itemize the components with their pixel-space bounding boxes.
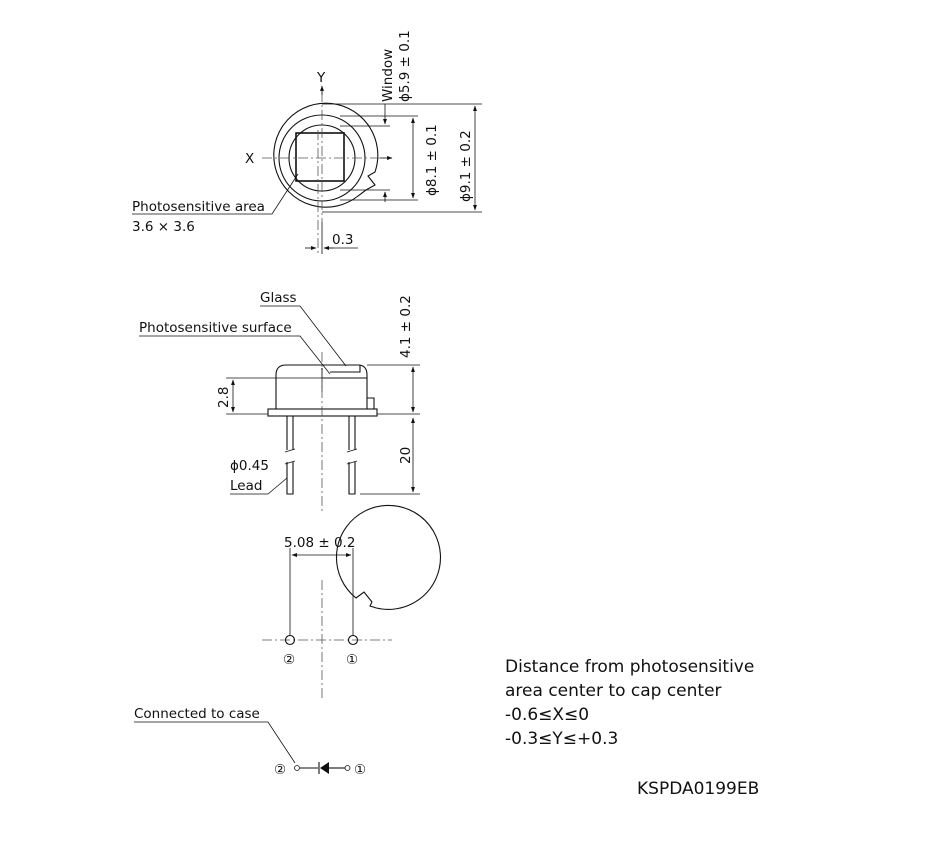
window-dia-label: ϕ5.9 ± 0.1 <box>397 30 413 102</box>
photo-area-size: 3.6 × 3.6 <box>132 219 195 235</box>
top-view <box>132 30 482 254</box>
lead-right-lower <box>349 462 355 494</box>
base-flange <box>268 409 377 416</box>
diode-symbol <box>320 762 329 774</box>
notes <box>505 657 754 749</box>
schematic-pin2: ② <box>274 762 287 778</box>
note-line-2: area center to cap center <box>505 681 722 701</box>
glass-label: Glass <box>260 290 297 306</box>
case-leader <box>134 722 295 763</box>
note-line-1: Distance from photosensitive <box>505 657 755 677</box>
dia-91-label: ϕ9.1 ± 0.2 <box>458 130 474 202</box>
schematic-pin1: ① <box>354 762 367 778</box>
surface-label: Photosensitive surface <box>139 320 292 336</box>
lead-length-label: 20 <box>398 446 414 464</box>
pin2-label: ② <box>283 652 296 668</box>
photosensitive-area-square <box>296 133 344 181</box>
case-label: Connected to case <box>134 706 260 722</box>
lead-right-upper <box>349 416 355 450</box>
photo-area-label: Photosensitive area <box>132 199 265 215</box>
y-axis-label: Y <box>317 70 326 86</box>
height-total-label: 4.1 ± 0.2 <box>398 295 414 358</box>
lead-left-upper <box>287 416 293 450</box>
lead-left-lower <box>287 462 293 494</box>
pin1-label: ① <box>346 652 359 668</box>
lead-dia-label: ϕ0.45 <box>230 458 269 474</box>
window-label: Window <box>380 48 396 102</box>
side-view <box>139 290 420 512</box>
x-axis-label: X <box>245 151 255 167</box>
bottom-outline <box>336 505 440 609</box>
note-line-4: -0.3≤Y≤+0.3 <box>505 729 619 749</box>
height-surface-label: 2.8 <box>216 386 232 408</box>
dia-81-label: ϕ8.1 ± 0.1 <box>424 124 440 196</box>
surface-leader <box>139 336 330 374</box>
offset-dim-label: 0.3 <box>332 232 354 248</box>
schematic <box>134 706 366 778</box>
lead-label: Lead <box>230 478 263 494</box>
note-line-3: -0.6≤X≤0 <box>505 705 590 725</box>
pitch-label: 5.08 ± 0.2 <box>284 535 356 551</box>
drawing-code: KSPDA0199EB <box>637 779 760 799</box>
bottom-view <box>262 505 440 700</box>
